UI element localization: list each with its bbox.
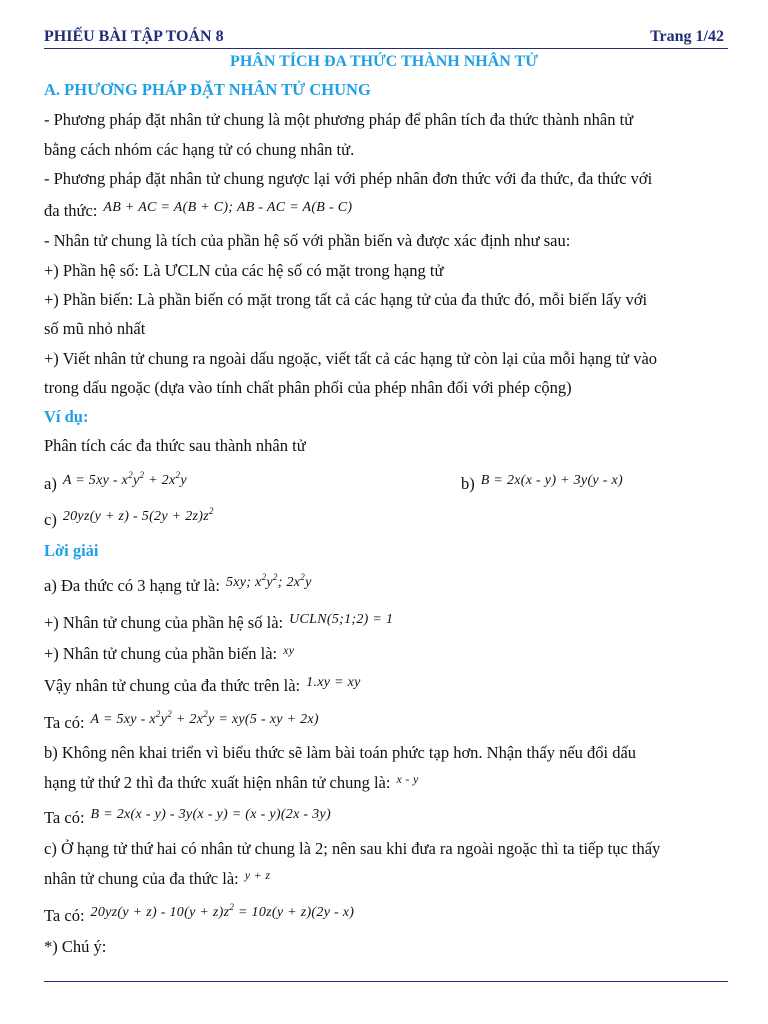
- example-a: [44, 470, 187, 496]
- paragraph-text: đa thức:: [44, 201, 98, 220]
- formula: A = 5xy - x2y2 + 2x2y: [62, 470, 187, 488]
- footer-rule: [44, 981, 728, 982]
- page-number: Trang 1/42: [650, 28, 724, 45]
- example-heading: Ví dụ:: [44, 407, 89, 426]
- solution-a3: [44, 644, 294, 665]
- example-c: [44, 506, 214, 532]
- header-rule: [44, 48, 728, 49]
- formula: 20yz(y + z) - 5(2y + 2z)z2: [62, 506, 214, 524]
- formula: UCLN(5;1;2) = 1: [289, 612, 394, 627]
- document-title: PHÂN TÍCH ĐA THỨC THÀNH NHÂN TỬ: [230, 53, 538, 70]
- paragraph-text: Vậy nhân tử chung của đa thức trên là:: [44, 676, 301, 695]
- paragraph-line: +) Viết nhân tử chung ra ngoài dấu ngoặc, viết tất cả các hạng tử còn lại của mỗi hạng tử vào: [44, 349, 658, 368]
- item-label: a): [44, 474, 57, 493]
- formula: B = 2x(x - y) - 3y(x - y) = (x - y)(2x - 3y): [90, 807, 331, 822]
- formula: B = 2x(x - y) + 3y(y - x): [480, 473, 623, 488]
- solution-b1: b) Không nên khai triển vì biểu thức sẽ làm bài toán phức tạp hơn. Nhận thấy nếu đổi dấu: [44, 743, 637, 762]
- paragraph-text: a) Đa thức có 3 hạng tử là:: [44, 576, 220, 595]
- solution-c3: [44, 902, 355, 928]
- paragraph-line: +) Phần hệ số: Là ƯCLN của các hệ số có mặt trong hạng tử: [44, 261, 444, 280]
- solution-heading: Lời giải: [44, 541, 99, 560]
- paragraph-line: - Phương pháp đặt nhân tử chung là một phương pháp để phân tích đa thức thành nhân tử: [44, 110, 634, 129]
- solution-a2: [44, 613, 393, 635]
- formula: 20yz(y + z) - 10(y + z)z2 = 10z(y + z)(2y - x): [90, 902, 355, 920]
- formula: xy: [283, 643, 295, 657]
- solution-b3: [44, 808, 331, 830]
- formula: A = 5xy - x2y2 + 2x2y = xy(5 - xy + 2x): [90, 709, 319, 727]
- solution-a5: [44, 709, 319, 735]
- paragraph-text: Ta có:: [44, 713, 85, 732]
- paragraph-line: +) Phần biến: Là phần biến có mặt trong tất cả các hạng tử của đa thức đó, mỗi biến lấy với: [44, 290, 648, 309]
- paragraph-line: [44, 201, 352, 223]
- item-label: b): [461, 474, 475, 493]
- example-prompt: Phân tích các đa thức sau thành nhân tử: [44, 436, 306, 455]
- paragraph-line: trong dấu ngoặc (dựa vào tính chất phân phối của phép nhân đối với phép cộng): [44, 378, 572, 397]
- paragraph-text: +) Nhân tử chung của phần hệ số là:: [44, 613, 284, 632]
- header-title: PHIẾU BÀI TẬP TOÁN 8: [44, 28, 224, 45]
- paragraph-text: +) Nhân tử chung của phần biến là:: [44, 644, 278, 663]
- paragraph-text: nhân tử chung của đa thức là:: [44, 869, 239, 888]
- note-label: *) Chú ý:: [44, 937, 107, 956]
- solution-c1: c) Ở hạng tử thứ hai có nhân tử chung là 2; nên sau khi đưa ra ngoài ngoặc thì ta tiếp tục thấy: [44, 839, 661, 858]
- paragraph-text: Ta có:: [44, 808, 85, 827]
- solution-c2: [44, 869, 270, 890]
- paragraph-line: số mũ nhỏ nhất: [44, 319, 146, 338]
- paragraph-line: - Phương pháp đặt nhân tử chung ngược lại với phép nhân đơn thức với đa thức, đa thức với: [44, 169, 653, 188]
- formula: AB + AC = A(B + C); AB - AC = A(B - C): [103, 200, 353, 215]
- formula: 5xy; x2y2; 2x2y: [225, 572, 312, 590]
- solution-a1: [44, 572, 312, 598]
- formula: y + z: [244, 868, 271, 882]
- paragraph-text: hạng tử thứ 2 thì đa thức xuất hiện nhân tử chung là:: [44, 773, 391, 792]
- formula: x - y: [396, 772, 419, 786]
- paragraph-line: - Nhân tử chung là tích của phần hệ số với phần biến và được xác định như sau:: [44, 231, 571, 250]
- example-b: [461, 474, 623, 496]
- section-heading-a: A. PHƯƠNG PHÁP ĐẶT NHÂN TỬ CHUNG: [44, 80, 371, 99]
- formula: 1.xy = xy: [306, 675, 361, 690]
- item-label: c): [44, 510, 57, 529]
- paragraph-text: Ta có:: [44, 906, 85, 925]
- solution-a4: [44, 676, 361, 698]
- solution-b2: [44, 773, 419, 794]
- paragraph-line: bằng cách nhóm các hạng tử có chung nhân tử.: [44, 140, 355, 159]
